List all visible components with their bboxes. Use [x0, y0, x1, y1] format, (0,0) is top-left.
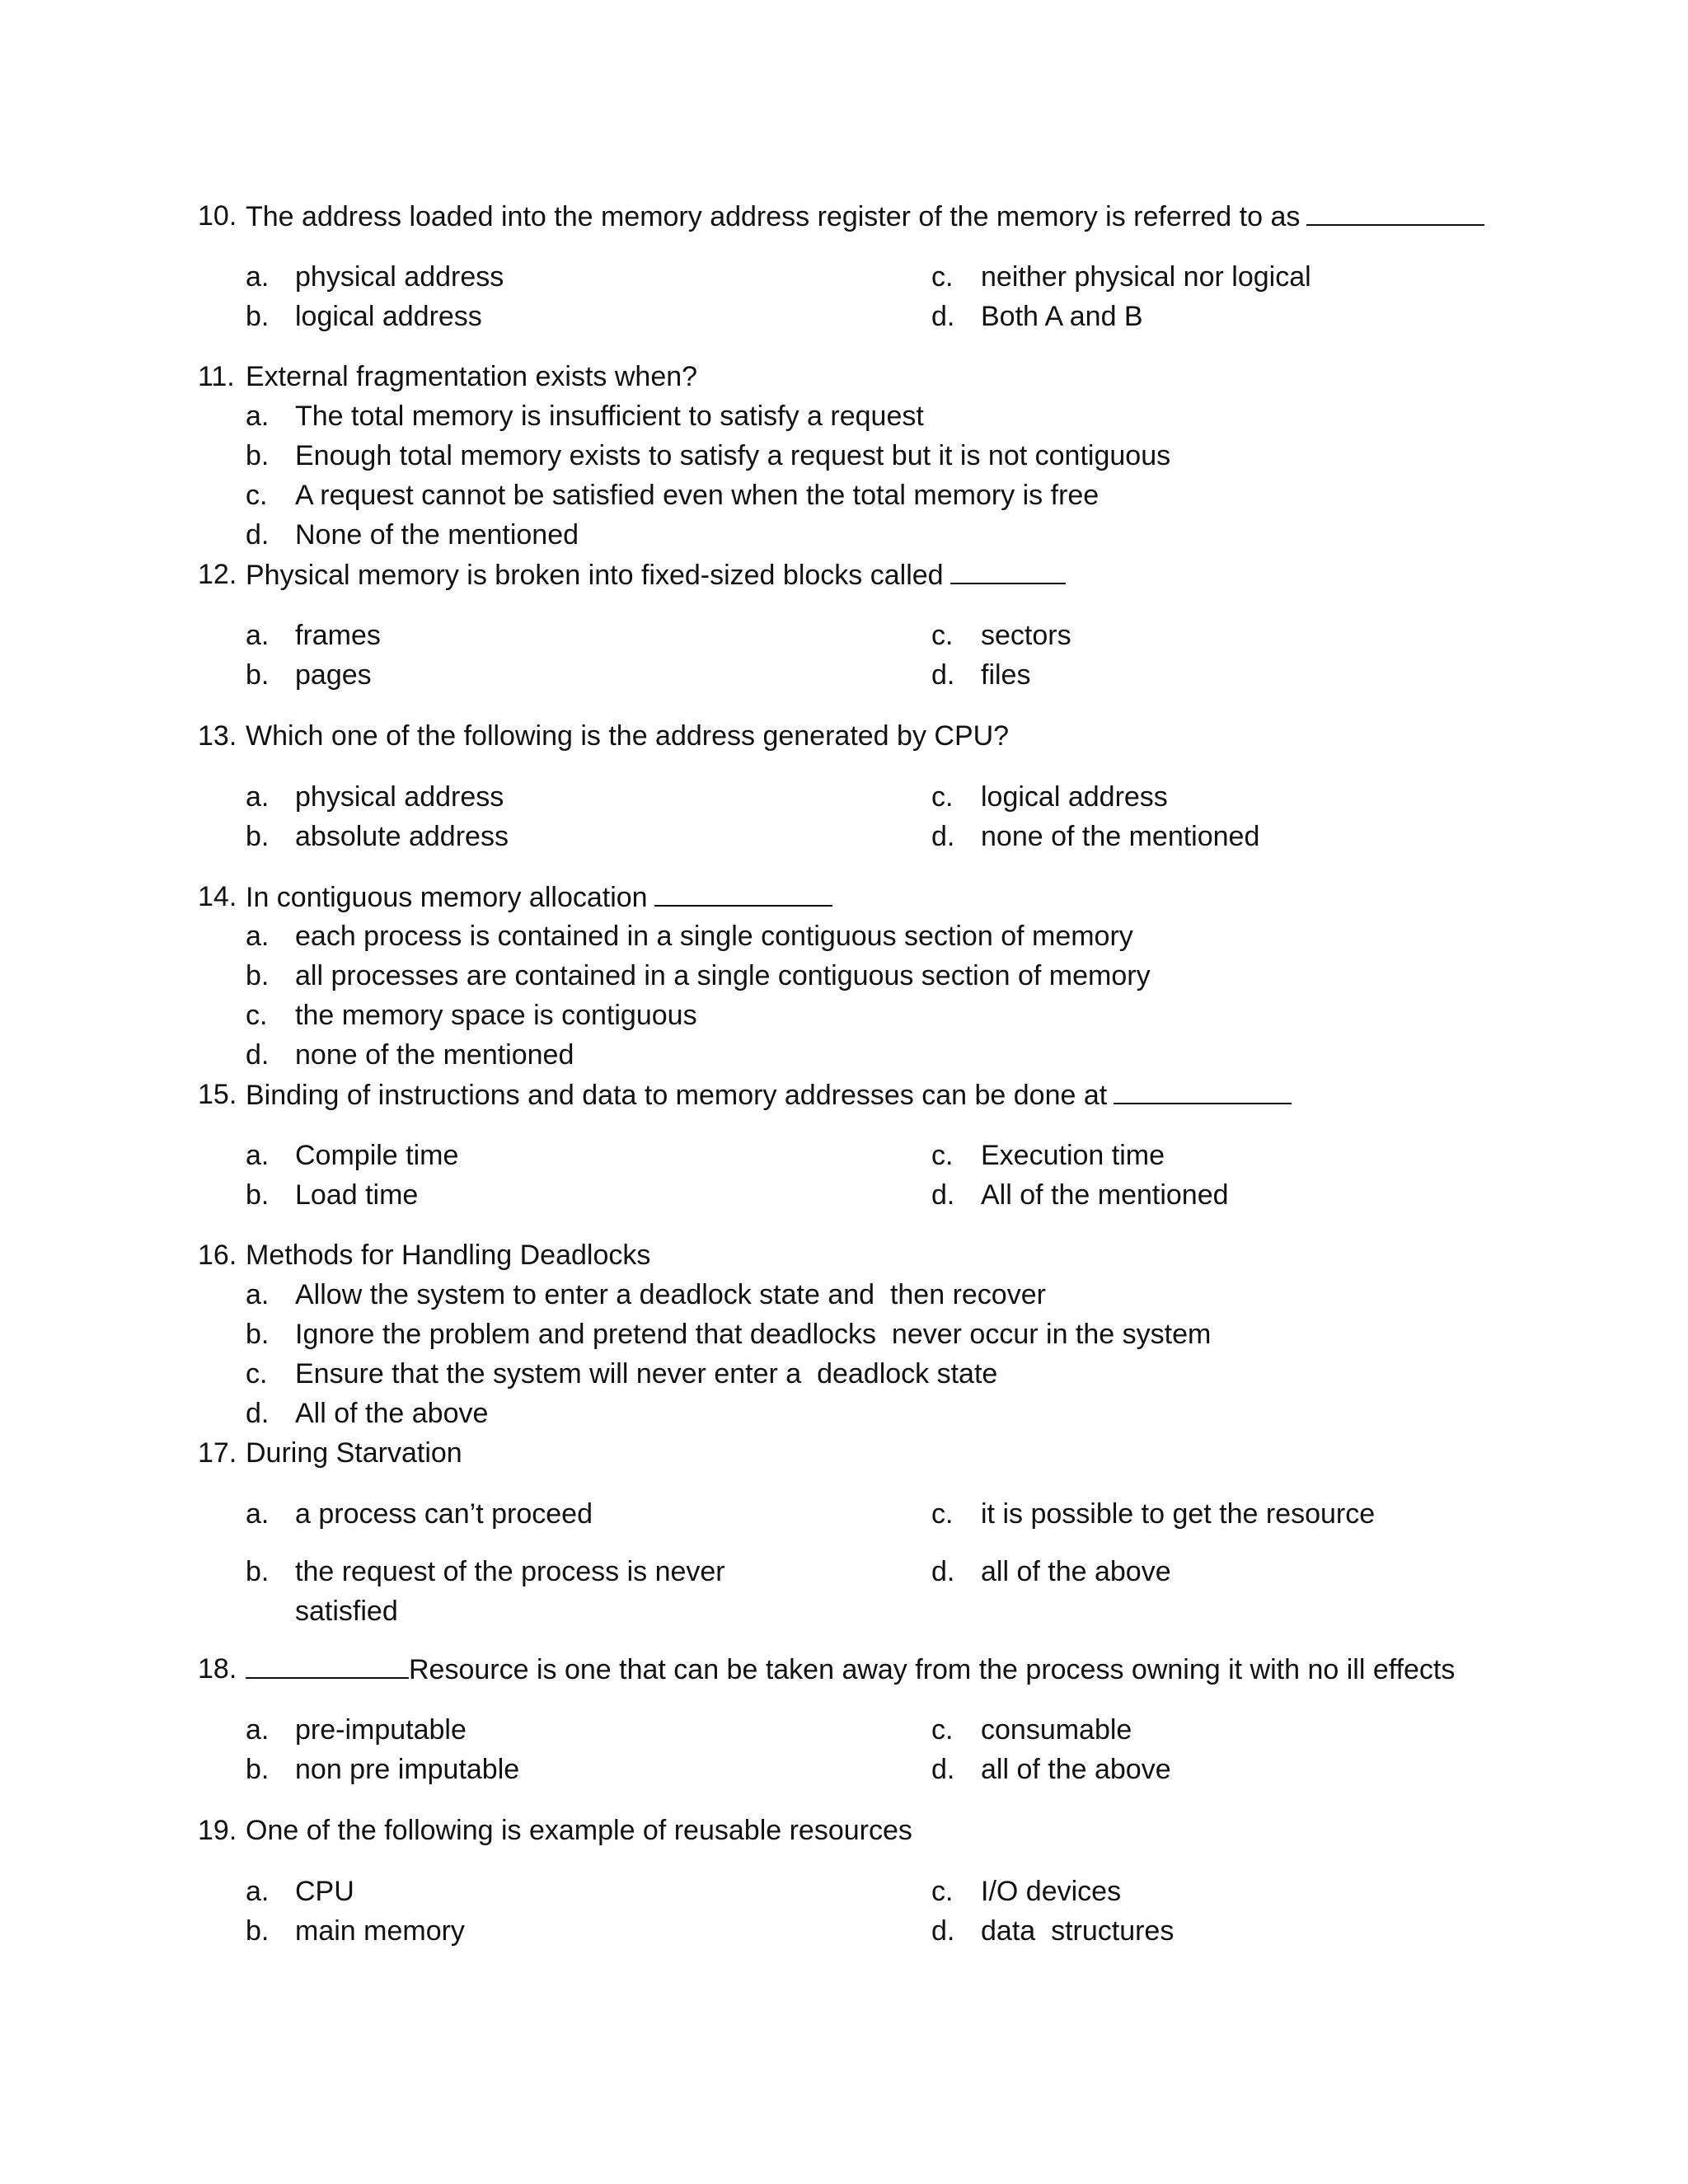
option-text: Load time — [295, 1179, 419, 1211]
option-letter: c. — [246, 480, 268, 511]
question-number: 16. — [198, 1240, 237, 1271]
option-letter: d. — [931, 659, 955, 691]
option-text: a process can’t proceed — [295, 1498, 593, 1530]
question-18 — [0, 1649, 1688, 1785]
question-stem — [0, 1811, 1688, 1850]
option-letter: b. — [246, 1754, 270, 1785]
question-12 — [0, 555, 1688, 691]
question-number: 18. — [198, 1653, 237, 1685]
answer-blank — [1114, 1075, 1292, 1104]
option-letter: b. — [246, 659, 270, 691]
question-number: 13. — [198, 720, 237, 752]
question-text-wrap — [246, 555, 1066, 595]
question-17 — [0, 1433, 1688, 1627]
answer-blank — [654, 877, 832, 907]
option-text: none of the mentioned — [981, 821, 1260, 852]
question-11 — [0, 357, 1688, 551]
question-16 — [0, 1235, 1688, 1429]
option-text: none of the mentioned — [295, 1039, 574, 1071]
option-letter: d. — [931, 1915, 955, 1947]
question-number: 19. — [198, 1815, 237, 1846]
question-text: Which one of the following is the address generated by CPU? — [246, 720, 1010, 752]
option-text: logical address — [295, 301, 482, 332]
option-letter: d. — [931, 1754, 955, 1785]
question-stem — [0, 1649, 1688, 1689]
option-text: the request of the process is never satisfied — [295, 1556, 725, 1627]
option-text: each process is contained in a single contiguous section of memory — [295, 921, 1133, 952]
option-letter: b. — [246, 960, 270, 991]
option-text: None of the mentioned — [295, 519, 579, 551]
answer-blank — [1306, 196, 1484, 226]
option-letter: d. — [246, 1398, 270, 1429]
option-text: sectors — [981, 620, 1071, 651]
question-text: The address loaded into the memory address register of the memory is referred to as — [246, 201, 1301, 232]
question-text: In contiguous memory allocation — [246, 882, 648, 913]
option-letter: c. — [931, 1140, 954, 1171]
question-text: External fragmentation exists when? — [246, 361, 698, 392]
question-text: Binding of instructions and data to memory addresses can be done at — [246, 1080, 1108, 1111]
option-text: files — [981, 659, 1031, 691]
option-letter: b. — [246, 821, 270, 852]
option-text: all of the above — [981, 1556, 1171, 1587]
question-13 — [0, 716, 1688, 852]
option-letter: c. — [931, 1876, 954, 1907]
option-text: non pre imputable — [295, 1754, 520, 1785]
option-letter: a. — [246, 921, 270, 952]
option-text: data structures — [981, 1915, 1175, 1947]
option-text: Compile time — [295, 1140, 459, 1171]
question-text-wrap — [246, 1075, 1292, 1115]
option-text: physical address — [295, 781, 504, 813]
option-text: A request cannot be satisfied even when the total memory is free — [295, 480, 1100, 511]
question-stem — [0, 1235, 1688, 1275]
option-text: frames — [295, 620, 381, 651]
option-text: pre-imputable — [295, 1714, 467, 1746]
option-letter: b. — [246, 1179, 270, 1211]
option-text: pages — [295, 659, 372, 691]
question-10 — [0, 196, 1688, 332]
question-text-wrap — [246, 877, 832, 917]
option-text: main memory — [295, 1915, 465, 1947]
option-letter: a. — [246, 1714, 270, 1746]
option-letter: b. — [246, 1556, 270, 1587]
option-text: The total memory is insufficient to satisfy a request — [295, 401, 924, 432]
option-letter: d. — [931, 821, 955, 852]
option-letter: d. — [931, 1179, 955, 1211]
option-letter: d. — [931, 301, 955, 332]
question-stem — [0, 1433, 1688, 1473]
option-letter: b. — [246, 1915, 270, 1947]
option-letter: b. — [246, 1319, 270, 1350]
option-text: physical address — [295, 261, 504, 293]
question-text: Methods for Handling Deadlocks — [246, 1240, 651, 1271]
question-stem — [0, 877, 1688, 916]
option-letter: c. — [931, 261, 954, 293]
question-text-wrap — [246, 1649, 1455, 1690]
option-letter: c. — [931, 620, 954, 651]
question-15 — [0, 1075, 1688, 1211]
question-stem — [0, 555, 1688, 594]
option-letter: d. — [246, 1039, 270, 1071]
option-text: absolute address — [295, 821, 509, 852]
option-letter: c. — [931, 1498, 954, 1530]
option-text: All of the above — [295, 1398, 489, 1429]
question-text: Resource is one that can be taken away from the process owning it with no ill effects — [409, 1654, 1456, 1685]
option-text: Allow the system to enter a deadlock state and then recover — [295, 1279, 1046, 1310]
option-text: CPU — [295, 1876, 354, 1907]
option-text: Enough total memory exists to satisfy a request but it is not contiguous — [295, 440, 1171, 471]
question-text: During Starvation — [246, 1437, 462, 1469]
option-text: I/O devices — [981, 1876, 1122, 1907]
option-letter: b. — [246, 301, 270, 332]
answer-blank — [950, 555, 1066, 584]
option-letter: a. — [246, 1876, 270, 1907]
option-text: logical address — [981, 781, 1168, 813]
question-number: 17. — [198, 1437, 237, 1469]
question-number: 15. — [198, 1079, 237, 1110]
option-text: all of the above — [981, 1754, 1171, 1785]
option-text: it is possible to get the resource — [981, 1498, 1376, 1530]
option-letter: a. — [246, 401, 270, 432]
option-text: Ensure that the system will never enter a deadlock state — [295, 1358, 998, 1390]
question-text: One of the following is example of reusable resources — [246, 1815, 912, 1846]
option-letter: d. — [246, 519, 270, 551]
question-stem — [0, 357, 1688, 396]
question-number: 14. — [198, 881, 237, 912]
option-letter: a. — [246, 781, 270, 813]
option-letter: b. — [246, 440, 270, 471]
question-number: 12. — [198, 559, 237, 590]
option-letter: c. — [246, 1000, 268, 1031]
question-14 — [0, 877, 1688, 1071]
question-stem — [0, 196, 1688, 236]
question-stem — [0, 716, 1688, 756]
question-number: 11. — [198, 361, 235, 392]
question-19 — [0, 1811, 1688, 1947]
option-letter: a. — [246, 1498, 270, 1530]
option-letter: c. — [931, 1714, 954, 1746]
option-text: Execution time — [981, 1140, 1165, 1171]
question-number: 10. — [198, 200, 237, 232]
option-letter: a. — [246, 1279, 270, 1310]
question-text: Physical memory is broken into fixed-sized blocks called — [246, 560, 944, 591]
option-letter: a. — [246, 261, 270, 293]
option-letter: c. — [931, 781, 954, 813]
option-text: Ignore the problem and pretend that deadlocks never occur in the system — [295, 1319, 1212, 1350]
option-text: the memory space is contiguous — [295, 1000, 697, 1031]
option-letter: a. — [246, 620, 270, 651]
question-stem — [0, 1075, 1688, 1114]
option-text: consumable — [981, 1714, 1132, 1746]
option-letter: a. — [246, 1140, 270, 1171]
option-letter: c. — [246, 1358, 268, 1390]
option-letter: d. — [931, 1556, 955, 1587]
option-text: all processes are contained in a single contiguous section of memory — [295, 960, 1151, 991]
question-text-wrap — [246, 196, 1484, 237]
option-text: Both A and B — [981, 301, 1143, 332]
option-text: neither physical nor logical — [981, 261, 1311, 293]
option-text: All of the mentioned — [981, 1179, 1229, 1211]
answer-blank — [246, 1649, 409, 1679]
